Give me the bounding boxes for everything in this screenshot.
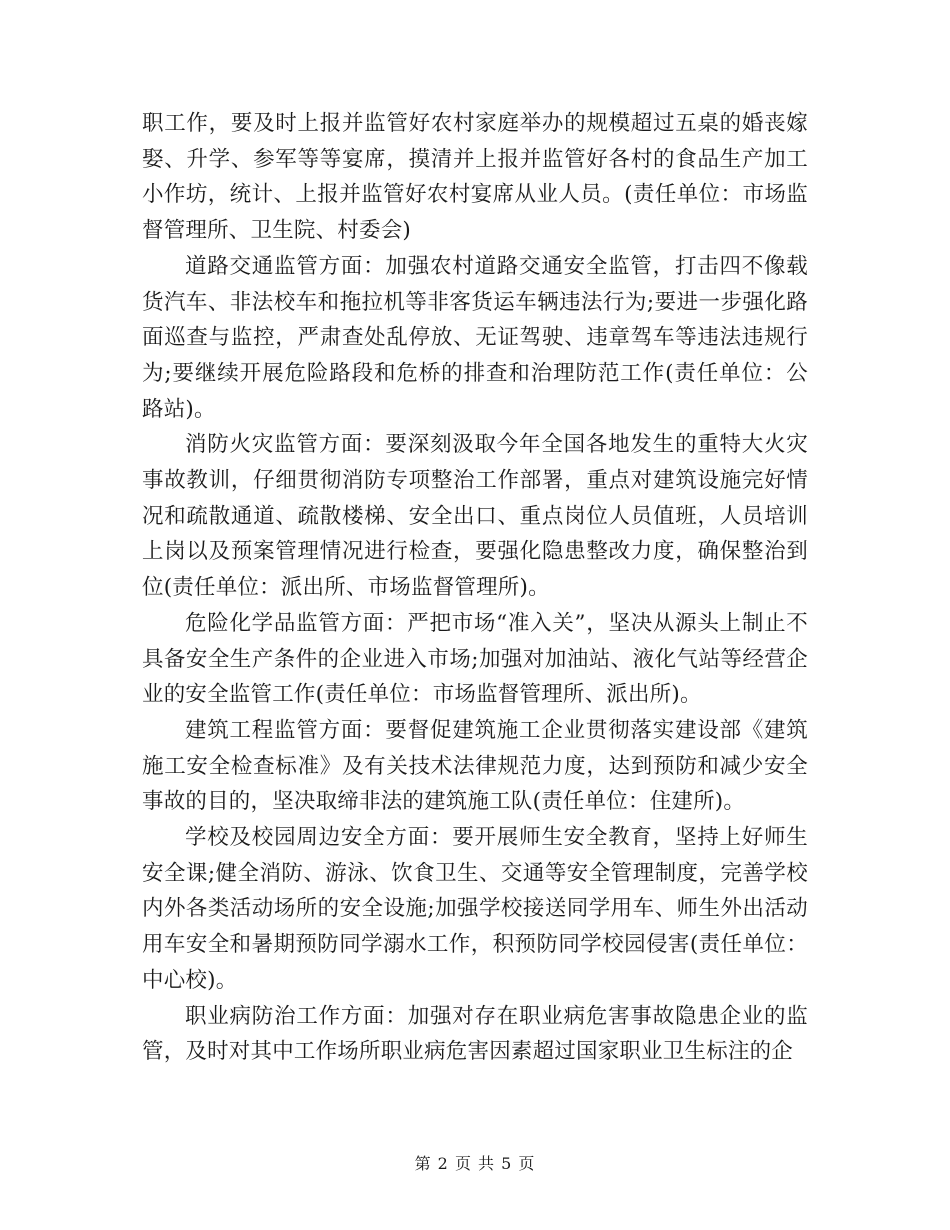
paragraph-1: 职工作，要及时上报并监管好农村家庭举办的规模超过五桌的婚丧嫁娶、升学、参军等等宴席，摸清并上报并监管好各村的食品生产加工小作坊，统计、上报并监管好农村宴席从业人员。(责任单位：市场监督管理所、卫生院、村委会) [142, 111, 808, 244]
page-number-footer: 第 2 页 共 5 页 [414, 1154, 536, 1173]
paragraph-fire-safety: 消防火灾监管方面：要深刻汲取今年全国各地发生的重特大火灾事故教训，仔细贯彻消防专项整治工作部署，重点对建筑设施完好情况和疏散通道、疏散楼梯、安全出口、重点岗位人员值班，人员培训上岗以及预案管理情况进行检查，要强化隐患整改力度，确保整治到位(责任单位：派出所、市场监督管理所)。 [142, 432, 808, 601]
paragraph-road-traffic: 道路交通监管方面：加强农村道路交通安全监管，打击四不像载货汽车、非法校车和拖拉机等非客货运车辆违法行为;要进一步强化路面巡查与监控，严肃查处乱停放、无证驾驶、违章驾车等违法违规行为;要继续开展危险路段和危桥的排查和治理防范工作(责任单位：公路站)。 [142, 253, 808, 422]
paragraph-hazardous-chemicals: 危险化学品监管方面：严把市场“准入关”，坚决从源头上制止不具备安全生产条件的企业进入市场;加强对加油站、液化气站等经营企业的安全监管工作(责任单位：市场监督管理所、派出所)。 [142, 610, 808, 708]
paragraph-occupational-disease: 职业病防治工作方面：加强对存在职业病危害事故隐患企业的监管，及时对其中工作场所职业病危害因素超过国家职业卫生标注的企 [142, 1003, 808, 1065]
document-body [142, 106, 808, 1070]
paragraph-construction: 建筑工程监管方面：要督促建筑施工企业贯彻落实建设部《建筑施工安全检查标准》及有关技术法律规范力度，达到预防和减少安全事故的目的，坚决取缔非法的建筑施工队(责任单位：住建所)。 [142, 717, 808, 815]
paragraph-school-safety: 学校及校园周边安全方面：要开展师生安全教育，坚持上好师生安全课;健全消防、游泳、饮食卫生、交通等安全管理制度，完善学校内外各类活动场所的安全设施;加强学校接送同学用车、师生外出活动用车安全和暑期预防同学溺水工作，积预防同学校园侵害(责任单位：中心校)。 [142, 825, 808, 993]
